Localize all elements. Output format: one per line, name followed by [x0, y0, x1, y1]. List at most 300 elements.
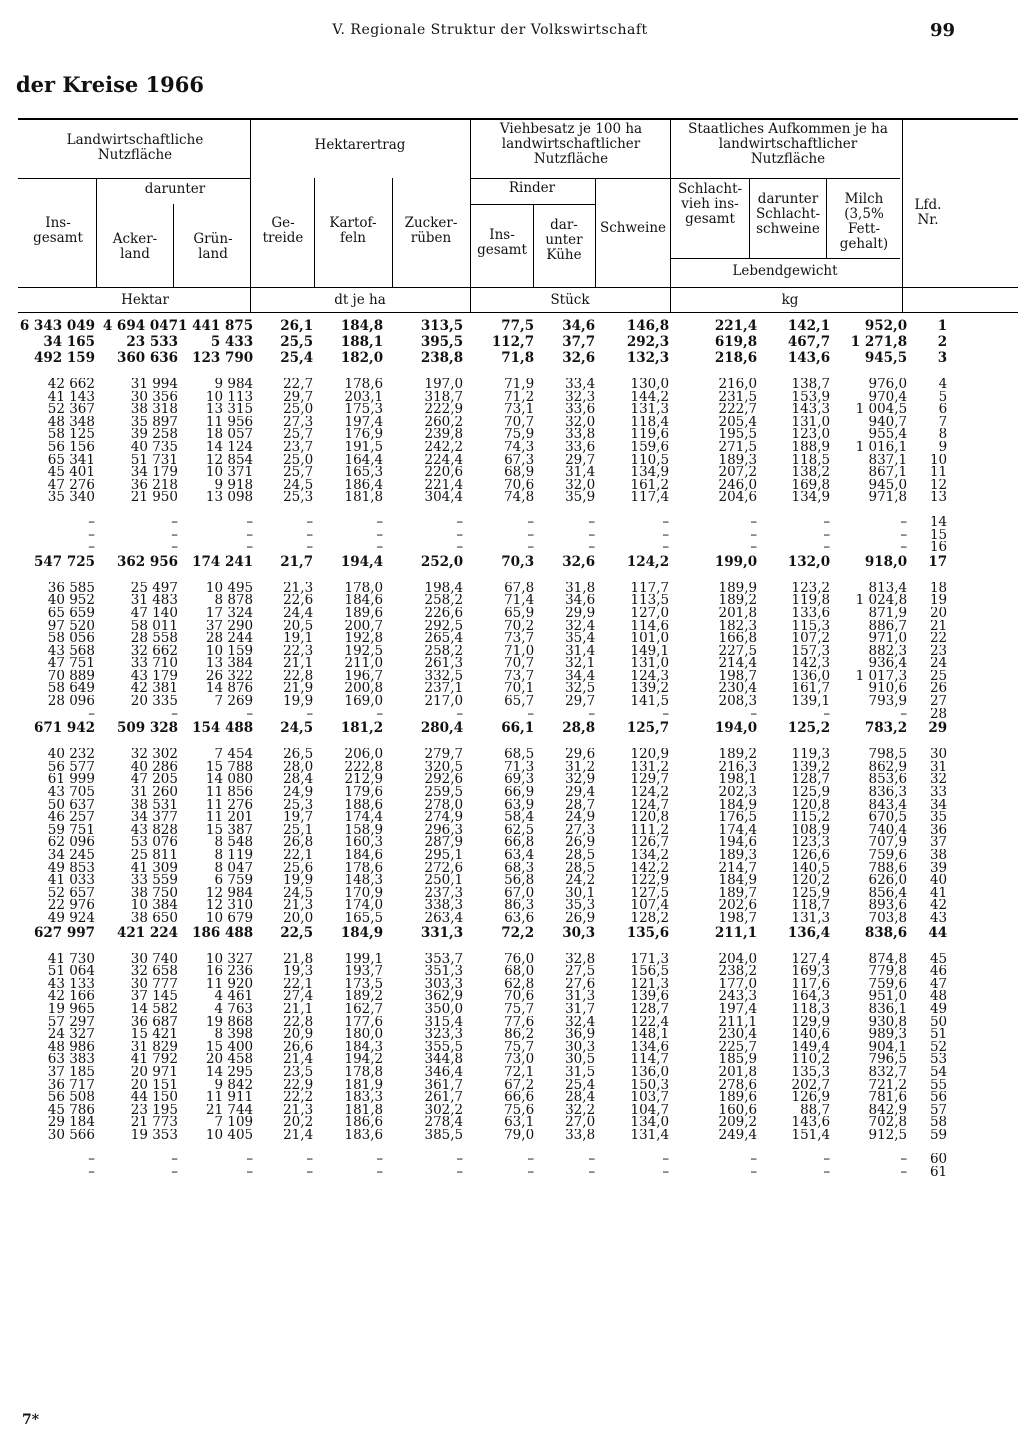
table-cell: 882,3	[868, 644, 908, 658]
table-cell: 79,0	[504, 1128, 535, 1142]
table-cell: 73,7	[504, 669, 535, 683]
table-cell: –	[171, 528, 178, 542]
table-cell: 194,2	[344, 1053, 384, 1066]
table-cell: 186 488	[192, 924, 254, 941]
table-cell: –	[662, 1153, 670, 1167]
table-cell: 29,4	[565, 786, 596, 799]
table-row	[18, 1079, 951, 1092]
table-row	[18, 836, 951, 849]
table-cell: 146,8	[626, 318, 670, 334]
header-schweine: Schweine	[599, 220, 667, 236]
table-cell: 793,9	[868, 695, 908, 708]
table-cell: 134,9	[630, 466, 670, 479]
table-cell: 173,5	[344, 977, 384, 991]
table-cell: 10 495	[205, 581, 254, 595]
table-cell: 134,0	[630, 1116, 670, 1129]
table-cell: 138,2	[791, 466, 831, 479]
table-cell: 20,2	[283, 1116, 314, 1129]
table-cell: 124,3	[630, 669, 670, 683]
table-row	[18, 1129, 951, 1142]
table-cell: –	[750, 528, 758, 542]
table-cell: 133,6	[791, 606, 831, 620]
table-cell: 265,4	[424, 632, 464, 645]
table-cell: 338,3	[424, 899, 464, 912]
row-number-cell: 49	[929, 1002, 948, 1016]
table-cell: 1 024,8	[855, 594, 908, 607]
table-row	[18, 554, 951, 570]
row-number-cell: 17	[928, 553, 948, 570]
table-cell: 6 759	[214, 874, 254, 887]
table-cell: –	[823, 707, 831, 721]
table-cell: 108,9	[791, 823, 831, 837]
table-row	[18, 454, 951, 467]
table-cell: –	[456, 707, 464, 721]
table-cell: 211,1	[714, 924, 758, 941]
table-row	[18, 334, 951, 350]
table-cell: 11 920	[205, 977, 254, 991]
table-row	[18, 607, 951, 620]
table-cell: 951,0	[868, 990, 908, 1003]
table-cell: 201,8	[718, 606, 758, 620]
table-cell: –	[823, 1153, 831, 1167]
table-cell: 126,6	[791, 849, 831, 862]
table-row	[18, 682, 951, 695]
table-cell: –	[88, 1166, 95, 1179]
row-number-cell: 12	[929, 478, 948, 492]
table-cell: –	[306, 528, 314, 542]
table-cell: 194,4	[340, 553, 384, 570]
table-cell: 151,4	[791, 1128, 831, 1142]
table-row	[18, 1041, 951, 1054]
table-cell: 75,7	[504, 1040, 535, 1054]
table-cell: 97 520	[47, 619, 95, 633]
table-cell: 42 166	[47, 990, 95, 1003]
table-cell: 69,3	[504, 773, 535, 787]
table-cell: 971,8	[868, 491, 908, 504]
vrule-12	[826, 178, 827, 258]
table-cell: 250,1	[424, 874, 464, 887]
table-cell: 9 842	[214, 1078, 254, 1092]
table-cell: 139,6	[630, 990, 670, 1003]
vrule-11	[749, 178, 750, 258]
table-cell: 197,0	[424, 378, 464, 391]
table-cell: 178,8	[344, 1065, 384, 1079]
header-kartoffeln: Kartof- feln	[329, 215, 377, 246]
table-cell: 344,8	[424, 1053, 464, 1066]
table-cell: 104,7	[630, 1103, 670, 1117]
table-cell: 9 984	[214, 378, 254, 391]
table-cell: 20 458	[205, 1053, 254, 1066]
table-cell: 57 297	[47, 1015, 95, 1029]
table-cell: 31,7	[565, 1002, 596, 1016]
table-cell: 238,2	[718, 965, 758, 978]
table-cell: 72,2	[501, 924, 535, 941]
table-cell: 22,6	[283, 594, 314, 607]
table-cell: 205,4	[718, 415, 758, 429]
table-cell: 184,9	[340, 924, 384, 941]
row-number-cell: 15	[929, 528, 948, 542]
table-cell: 70,2	[504, 619, 535, 633]
table-cell: –	[246, 515, 254, 529]
table-cell: 31,8	[565, 581, 596, 595]
table-cell: 11 856	[205, 786, 254, 799]
table-cell: 194,0	[714, 720, 758, 737]
table-cell: 230,4	[718, 682, 758, 696]
table-cell: 186,4	[344, 478, 384, 492]
table-cell: 31,3	[565, 990, 596, 1003]
table-cell: –	[588, 707, 596, 721]
table-cell: 31 994	[130, 378, 178, 391]
table-cell: –	[376, 515, 384, 529]
table-cell: 32,4	[565, 619, 596, 633]
table-cell: 8 548	[214, 836, 254, 849]
table-cell: 211,0	[344, 657, 384, 670]
table-cell: 21 773	[130, 1116, 178, 1129]
table-cell: 70,7	[504, 657, 535, 670]
row-number-cell: 16	[929, 541, 948, 554]
table-cell: 20,0	[283, 911, 314, 925]
table-cell: 186,6	[344, 1116, 384, 1129]
table-cell: 32 658	[130, 965, 178, 978]
table-cell: 31,5	[565, 1065, 596, 1079]
header-rinder-insgesamt: Ins- gesamt	[477, 227, 527, 258]
table-cell: 34 245	[47, 849, 95, 862]
table-cell: 154 488	[192, 720, 254, 737]
table-cell: 125,9	[791, 886, 831, 900]
table-cell: 278,0	[424, 798, 464, 812]
table-cell: 351,3	[424, 965, 464, 978]
table-cell: 37 145	[130, 990, 178, 1003]
table-cell: 119,3	[791, 748, 831, 761]
table-cell: 204,0	[718, 952, 758, 966]
table-cell: 189,2	[718, 594, 758, 607]
header-zuckerrueben: Zucker- rüben	[404, 215, 458, 246]
table-cell: 120,2	[791, 874, 831, 887]
vrule-6	[173, 204, 174, 288]
table-cell: –	[823, 528, 831, 542]
table-cell: 832,7	[868, 1065, 908, 1079]
table-cell: 66,9	[504, 786, 535, 799]
table-cell: 15 387	[205, 823, 254, 837]
table-cell: 30,3	[562, 924, 596, 941]
table-cell: 856,4	[868, 886, 908, 900]
table-cell: 134,9	[791, 491, 831, 504]
table-cell: 1 016,1	[855, 440, 908, 454]
table-cell: 16 236	[205, 965, 254, 978]
table-cell: 31 260	[130, 786, 178, 799]
table-cell: –	[588, 541, 596, 554]
footer-mark: 7*	[22, 1412, 40, 1428]
table-cell: 26,8	[283, 836, 314, 849]
table-cell: 30,5	[565, 1053, 596, 1066]
table-cell: 49 924	[47, 911, 95, 925]
table-cell: –	[527, 1166, 535, 1179]
table-row	[18, 403, 951, 416]
table-cell: –	[306, 1153, 314, 1167]
table-row	[18, 786, 951, 799]
table-cell: 41 309	[130, 861, 178, 875]
row-number-cell: 29	[928, 720, 948, 737]
table-cell: –	[750, 541, 758, 554]
table-cell: 119,6	[630, 428, 670, 441]
table-cell: 170,9	[344, 886, 384, 900]
table-cell: 853,6	[868, 773, 908, 787]
table-cell: 216,0	[718, 378, 758, 391]
row-number-cell: 20	[929, 606, 948, 620]
table-cell: 73,7	[504, 632, 535, 645]
table-cell: 26,9	[565, 911, 596, 925]
table-cell: 41 033	[47, 874, 95, 887]
table-cell: 12 854	[205, 453, 254, 467]
table-cell: 38 650	[130, 911, 178, 925]
header-rule-units	[18, 287, 1018, 288]
table-row	[18, 773, 951, 786]
table-cell: 70,6	[504, 990, 535, 1003]
table-cell: 43 133	[47, 977, 95, 991]
table-cell: 862,9	[868, 760, 908, 774]
row-number-cell: 41	[929, 886, 948, 900]
table-cell: 8 398	[214, 1028, 254, 1041]
table-cell: –	[900, 528, 908, 542]
table-cell: 37 185	[47, 1065, 95, 1079]
row-number-cell: 30	[929, 748, 948, 761]
table-cell: 32 662	[130, 644, 178, 658]
table-cell: 110,2	[791, 1053, 831, 1066]
table-cell: –	[306, 515, 314, 529]
table-cell: 177,0	[718, 977, 758, 991]
table-cell: 21,8	[283, 952, 314, 966]
table-cell: 198,7	[718, 911, 758, 925]
table-cell: –	[588, 528, 596, 542]
row-number-cell: 21	[929, 619, 948, 633]
table-cell: 44 150	[130, 1091, 178, 1104]
table-cell: 10 159	[205, 644, 254, 658]
table-cell: 36 218	[130, 478, 178, 492]
table-cell: 467,7	[787, 334, 831, 350]
table-cell: 189,2	[344, 990, 384, 1003]
row-number-cell: 39	[929, 861, 948, 875]
row-number-cell: 22	[929, 632, 948, 645]
table-cell: 24,2	[565, 874, 596, 887]
table-cell: 174,4	[718, 823, 758, 837]
table-cell: 184,3	[344, 1040, 384, 1054]
table-cell: 34 165	[43, 334, 95, 350]
table-cell: 37 290	[205, 619, 254, 633]
table-cell: 249,4	[718, 1128, 758, 1142]
table-cell: 13 098	[205, 491, 254, 504]
table-cell: 118,5	[791, 453, 831, 467]
table-cell: 75,9	[504, 428, 535, 441]
table-cell: 32,9	[565, 773, 596, 787]
row-number-cell: 27	[929, 695, 948, 708]
table-cell: 202,3	[718, 786, 758, 799]
table-row	[18, 645, 951, 658]
table-cell: 27,5	[565, 965, 596, 978]
table-cell: 813,4	[868, 581, 908, 595]
table-cell: 68,5	[504, 748, 535, 761]
row-number-cell: 28	[929, 707, 948, 721]
table-cell: 156,5	[630, 965, 670, 978]
table-cell: 118,4	[630, 415, 670, 429]
table-cell: 14 080	[205, 773, 254, 787]
table-cell: 136,0	[630, 1065, 670, 1079]
table-cell: 28,5	[565, 849, 596, 862]
table-cell: 224,4	[424, 453, 464, 467]
table-cell: 184,6	[344, 849, 384, 862]
table-cell: 10 384	[130, 899, 178, 912]
table-cell: 66,6	[504, 1091, 535, 1104]
table-cell: 179,6	[344, 786, 384, 799]
table-cell: 70,3	[501, 553, 535, 570]
table-cell: 280,4	[420, 720, 464, 737]
table-row	[18, 428, 951, 441]
header-gruenland: Grün- land	[193, 231, 233, 262]
table-cell: 119,8	[791, 594, 831, 607]
table-cell: 149,4	[791, 1040, 831, 1054]
table-cell: –	[171, 707, 178, 721]
vrule-8	[392, 178, 393, 288]
table-cell: –	[246, 528, 254, 542]
table-cell: 25,4	[280, 350, 314, 366]
table-cell: 62 096	[47, 836, 95, 849]
table-cell: 56 508	[47, 1091, 95, 1104]
table-cell: 183,6	[344, 1128, 384, 1142]
table-cell: 38 531	[130, 798, 178, 812]
table-cell: 843,4	[868, 798, 908, 812]
table-cell: 21,7	[280, 553, 314, 570]
table-cell: 70,6	[504, 478, 535, 492]
table-cell: 131,2	[630, 760, 670, 774]
table-cell: 10 679	[205, 911, 254, 925]
table-cell: 70,1	[504, 682, 535, 696]
table-cell: 188,1	[340, 334, 384, 350]
table-cell: 29,7	[565, 695, 596, 708]
table-cell: 740,4	[868, 823, 908, 837]
table-cell: 211,1	[718, 1015, 758, 1029]
header-aufkommen: Staatliches Aufkommen je ha landwirtschaftlicher Nutzfläche	[688, 121, 888, 167]
table-cell: –	[376, 541, 384, 554]
table-cell: 912,5	[868, 1128, 908, 1142]
table-cell: 181,9	[344, 1078, 384, 1092]
table-cell: –	[456, 528, 464, 542]
table-cell: 20 335	[130, 695, 178, 708]
header-darunter: darunter	[144, 181, 206, 197]
table-cell: 160,3	[344, 836, 384, 849]
table-cell: 25,0	[283, 453, 314, 467]
table-cell: 10 327	[205, 952, 254, 966]
table-cell: 67,3	[504, 453, 535, 467]
table-cell: 28,4	[565, 1091, 596, 1104]
table-cell: 759,6	[868, 977, 908, 991]
table-cell: 175,3	[344, 403, 384, 416]
table-cell: 32,0	[565, 478, 596, 492]
table-cell: 27,0	[565, 1116, 596, 1129]
table-cell: 28,7	[565, 798, 596, 812]
table-row	[18, 1116, 951, 1129]
table-cell: 199,1	[344, 952, 384, 966]
table-cell: 103,7	[630, 1091, 670, 1104]
row-number-cell: 59	[929, 1128, 948, 1142]
table-cell: 619,8	[714, 334, 758, 350]
table-cell: 201,8	[718, 1065, 758, 1079]
table-cell: 29,9	[565, 606, 596, 620]
table-cell: –	[246, 1166, 254, 1179]
table-cell: –	[246, 541, 254, 554]
table-cell: 11 201	[205, 811, 254, 824]
table-cell: 159,6	[630, 440, 670, 454]
table-cell: 272,6	[424, 861, 464, 875]
table-cell: 141,5	[630, 695, 670, 708]
table-cell: 50 637	[47, 798, 95, 812]
table-cell: –	[88, 541, 95, 554]
table-cell: –	[171, 1166, 178, 1179]
table-cell: 7 454	[214, 748, 254, 761]
row-number-cell: 60	[929, 1153, 948, 1167]
table-cell: 395,5	[420, 334, 464, 350]
table-cell: 129,7	[630, 773, 670, 787]
table-cell: 37,7	[562, 334, 596, 350]
table-cell: 25,7	[283, 466, 314, 479]
header-schlachtschweine: darunter Schlacht- schweine	[755, 191, 821, 237]
table-cell: 198,1	[718, 773, 758, 787]
spacer-cell	[18, 570, 951, 582]
table-cell: 225,7	[718, 1040, 758, 1054]
table-cell: 118,3	[791, 1002, 831, 1016]
table-cell: 5 433	[210, 334, 254, 350]
table-cell: 7 109	[214, 1116, 254, 1129]
table-cell: 252,0	[420, 553, 464, 570]
table-cell: 22,1	[283, 849, 314, 862]
row-number-cell: 53	[929, 1053, 948, 1066]
table-cell: 33 559	[130, 874, 178, 887]
table-cell: 63,1	[504, 1116, 535, 1129]
table-cell: 131,0	[791, 415, 831, 429]
table-cell: 174,0	[344, 899, 384, 912]
table-cell: 287,9	[424, 836, 464, 849]
table-cell: 237,1	[424, 682, 464, 696]
table-cell: 955,4	[868, 428, 908, 441]
table-cell: 918,0	[864, 553, 908, 570]
table-cell: 43 705	[47, 786, 95, 799]
table-cell: 362 956	[116, 553, 178, 570]
table-cell: 318,7	[424, 390, 464, 404]
table-cell: 32,6	[562, 350, 596, 366]
table-cell: 42 381	[130, 682, 178, 696]
table-cell: 26,5	[283, 748, 314, 761]
table-cell: 192,8	[344, 632, 384, 645]
table-cell: 14 582	[130, 1002, 178, 1016]
table-cell: 193,7	[344, 965, 384, 978]
table-cell: 73,1	[504, 403, 535, 416]
row-number-cell: 7	[938, 415, 948, 429]
table-cell: 278,4	[424, 1116, 464, 1129]
table-cell: 164,3	[791, 990, 831, 1003]
table-cell: 76,0	[504, 952, 535, 966]
table-cell: 246,0	[718, 478, 758, 492]
table-cell: 34,6	[562, 318, 596, 334]
table-cell: 158,9	[344, 823, 384, 837]
table-cell: 178,0	[344, 581, 384, 595]
table-cell: –	[376, 707, 384, 721]
table-cell: 259,5	[424, 786, 464, 799]
row-number-cell: 3	[937, 350, 948, 366]
table-cell: 212,9	[344, 773, 384, 787]
table-cell: 184,9	[718, 874, 758, 887]
row-number-cell: 32	[929, 773, 948, 787]
table-cell: 28,8	[562, 720, 596, 737]
table-cell: 52 367	[47, 403, 95, 416]
table-cell: 34 377	[130, 811, 178, 824]
